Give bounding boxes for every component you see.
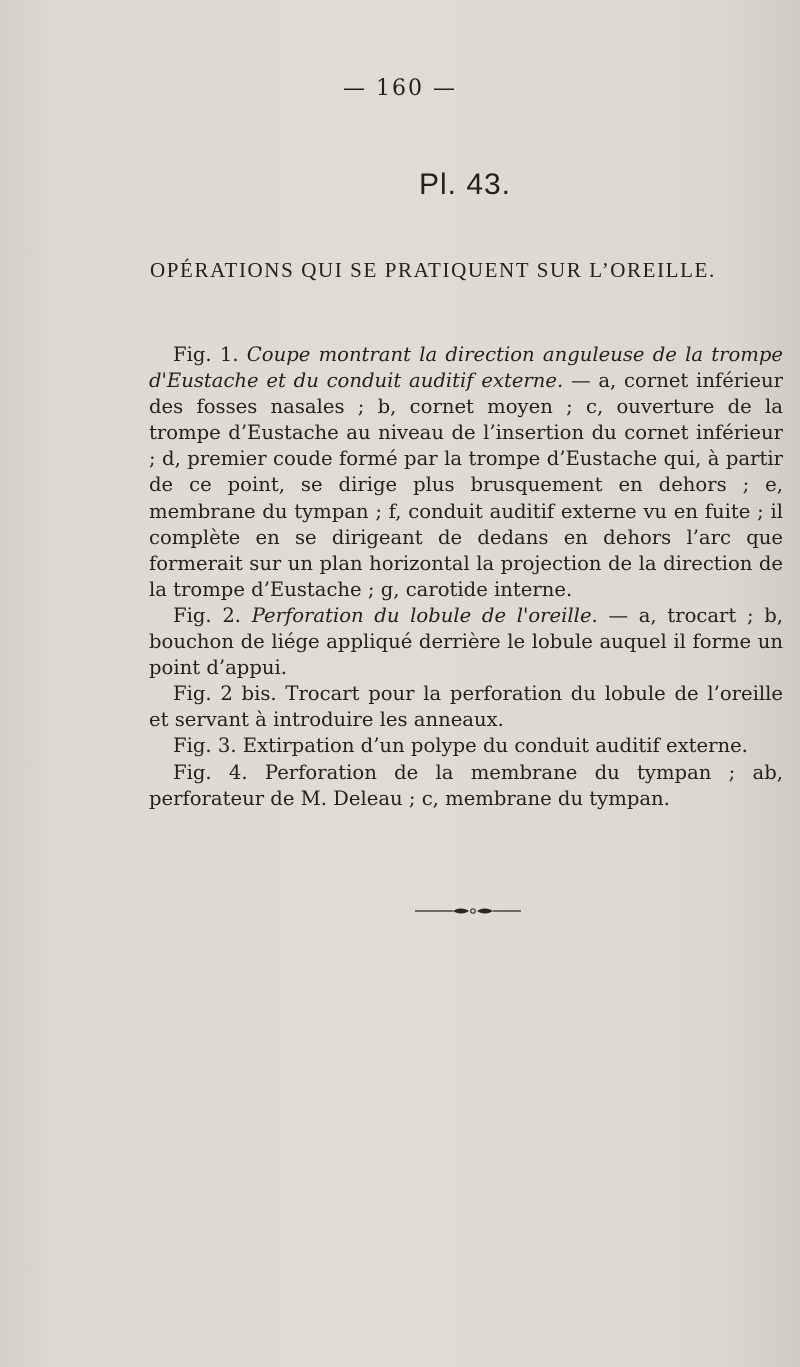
figure-text: Trocart pour la perforation du lobule de l’oreille et servant à introduire les anneaux. xyxy=(149,682,783,732)
figure-label: Fig. 2 bis. xyxy=(173,682,277,706)
figure-caption: Perforation du lobule de l'oreille. xyxy=(251,603,598,627)
figure-legends xyxy=(149,342,783,812)
section-heading: OPÉRATIONS QUI SE PRATIQUENT SUR L’OREILLE. xyxy=(150,258,716,282)
page-number: — 160 — xyxy=(343,76,457,101)
figure-legend xyxy=(149,603,783,681)
figure-legend xyxy=(149,681,783,733)
figure-legend xyxy=(149,342,783,603)
figure-caption: Coupe montrant la direction anguleuse de la trompe d'Eustache et du conduit auditif externe. xyxy=(149,343,783,393)
plate-title: Pl. 43. xyxy=(418,168,512,201)
figure-legend xyxy=(149,760,783,812)
figure-text: Extirpation d’un polype du conduit auditif externe. xyxy=(242,734,748,758)
figure-legend xyxy=(149,733,783,759)
figure-label: Fig. 4. xyxy=(173,760,248,784)
figure-label: Fig. 3. xyxy=(173,734,237,758)
figure-label: Fig. 1. xyxy=(173,343,239,366)
figure-text: Perforation de la membrane du tympan ; ab, perforateur de M. Deleau ; c, membrane du tympan. xyxy=(149,760,783,810)
ornamental-divider xyxy=(413,904,523,918)
figure-label: Fig. 2. xyxy=(173,603,242,627)
figure-text: — a, cornet inférieur des fosses nasales ; b, cornet moyen ; c, ouverture de la trompe d’Eustache au niveau de l’insertion du cornet inférieur ; d, premier coude formé par la trompe d’Eustache qui, à partir de ce point, se dirige plus brusquement en dehors ; e, membrane du tympan ; f, conduit auditif externe vu en fuite ; il complète en se dirigeant de dedans en dehors l’arc que formerait sur un plan horizontal la projection de la direction de la trompe d’Eustache ; g, carotide interne. xyxy=(149,369,783,601)
figure-text: — a, trocart ; b, bouchon de liége appliqué derrière le lobule auquel il forme un point d’appui. xyxy=(149,603,783,680)
